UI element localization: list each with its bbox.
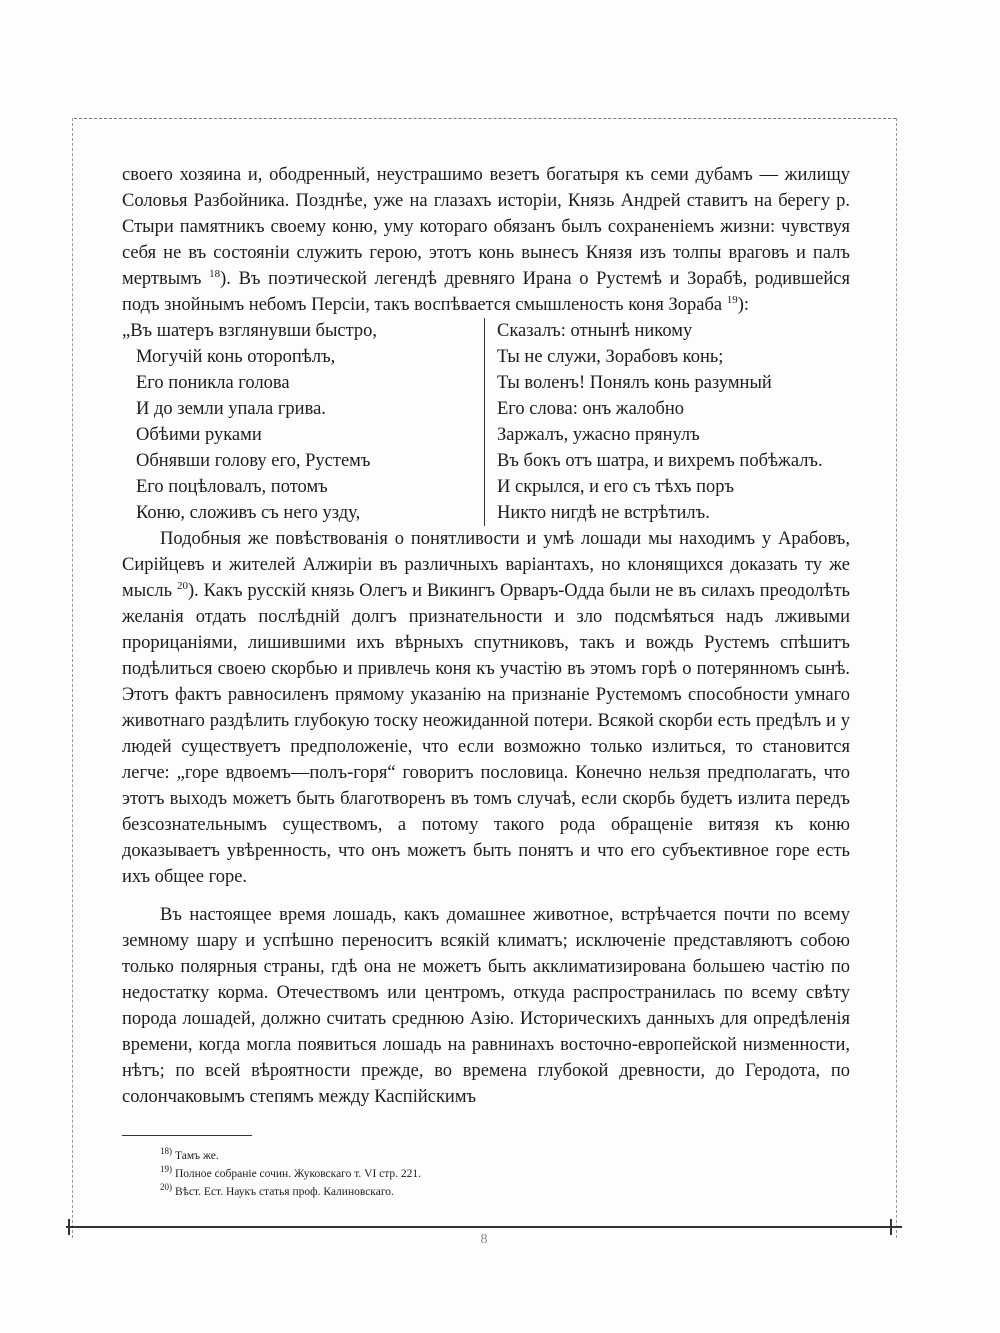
footnote-text: Вѣст. Ест. Наукъ статья проф. Калиновскаго. — [175, 1186, 394, 1198]
footnote-number: 20) — [160, 1182, 172, 1193]
poem-line: И скрылся, и его съ тѣхъ поръ — [497, 477, 735, 497]
footnote-text: Полное собраніе сочин. Жуковскаго т. VI стр. 221. — [175, 1168, 422, 1180]
paragraph-1-text-b: ). Въ поэтической легендѣ древняго Ирана о Рустемѣ и Зорабѣ, родившейся подъ знойнымъ небомъ Персіи, такъ воспѣвается смышленость коня Зораба — [122, 269, 850, 315]
page-frame-bottom — [66, 1226, 902, 1228]
frame-tick-right — [890, 1219, 892, 1235]
poem-right-column — [484, 318, 847, 526]
paragraph-2 — [122, 526, 850, 890]
poem-line: Коню, сложивъ съ него узду, — [136, 503, 361, 523]
poem-line: Ты не служи, Зорабовъ конь; — [497, 347, 724, 367]
footnote-rule — [122, 1135, 252, 1136]
poem-line: Его поцѣловалъ, потомъ — [136, 477, 328, 497]
footnotes — [160, 1147, 760, 1201]
footnote-18 — [160, 1147, 760, 1165]
page-frame-right — [896, 118, 897, 1238]
footnote-number: 18) — [160, 1146, 172, 1157]
poem-line: Ты воленъ! Понялъ конь разумный — [497, 373, 772, 393]
frame-tick-left — [68, 1219, 70, 1235]
poem-line: Обнявши голову его, Рустемъ — [136, 451, 371, 471]
footnote-text: Тамъ же. — [175, 1150, 219, 1162]
poem-line: Обѣими руками — [136, 425, 262, 445]
page-number: 8 — [480, 1232, 488, 1247]
poem-line: Никто нигдѣ не встрѣтилъ. — [497, 503, 710, 523]
paragraph-1 — [122, 162, 850, 318]
poem-line: Сказалъ: отнынѣ никому — [497, 321, 693, 341]
paragraph-2-text-b: ). Какъ русскій князь Олегъ и Викингъ Орваръ-Одда были не въ силахъ преодолѣть желанія отдать послѣдній долгъ признательности и зло подсмѣяться надъ лживыми прорицаніями, лишившими ихъ вѣрныхъ спутниковъ, такъ и вождь Рустемъ спѣшитъ подѣлиться своею скорбью и привлечь коня къ участію въ этомъ горѣ о потерянномъ сынѣ. Этотъ фактъ равносиленъ прямому указанію на признаніе Рустемомъ способности умнаго животнаго раздѣлить глубокую тоску неожиданной потери. Всякой скорби есть предѣлъ и у людей существуетъ предположеніе, что если возможно только излиться, то становится легче: „горе вдвоемъ—полъ-горя“ говоритъ пословица. Конечно нельзя предполагать, что этотъ выходъ можетъ быть благотворенъ въ томъ случаѣ, если скорбь будетъ излита передъ безсознательнымъ существомъ, а потому такого рода обращеніе витязя къ коню доказываетъ увѣренность, что онъ можетъ быть понятъ и что его субъективное горе есть ихъ общее горе. — [122, 581, 850, 887]
page-frame-top — [74, 118, 896, 119]
poem-line: И до земли упала грива. — [136, 399, 326, 419]
paragraph-2-text: Подобныя же повѣствованія о понятливости и умѣ лошади мы находимъ у Арабовъ, Сирійцевъ и жителей Алжиріи въ различныхъ варіантахъ, но клонящихся доказать ту же мысль — [122, 529, 850, 601]
poem-line: Могучій конь оторопѣлъ, — [136, 347, 336, 367]
paragraph-3: Въ настоящее время лошадь, какъ домашнее животное, встрѣчается почти по всему земному шару и успѣшно переноситъ всякій климатъ; исключеніе представляютъ собою только полярныя страны, гдѣ она не можетъ быть акклиматизирована большею частію по недостатку корма. Отечествомъ или центромъ, откуда распространилась по всему свѣту порода лошадей, должно считать среднюю Азію. Историческихъ данныхъ для опредѣленія времени, когда могла появиться лошадь на равнинахъ восточно-европейской низменности, нѣтъ; по всей вѣроятности прежде, во времена глубокой древности, до Геродота, по солончаковымъ степямъ между Каспійскимъ — [122, 905, 850, 1107]
footnote-ref-18: 18 — [209, 267, 221, 280]
poem-line: Заржалъ, ужасно прянулъ — [497, 425, 700, 445]
poem-line: Его поникла голова — [136, 373, 290, 393]
footnote-ref-19: 19 — [726, 293, 738, 306]
poem-line: Его слова: онъ жалобно — [497, 399, 685, 419]
footnote-number: 19) — [160, 1164, 172, 1175]
paragraph-1-text: своего хозяина и, ободренный, неустрашимо везетъ богатыря къ семи дубамъ — жилищу Соловья Разбойника. Позднѣе, уже на глазахъ исторіи, Князь Андрей ставитъ на берегу р. Стыри памятникъ своему коню, уму котораго обязанъ былъ сохраненіемъ жизни: чувствуя себя не въ состояніи служить герою, этотъ конь вынесъ Князя изъ толпы враговъ и палъ мертвымъ — [122, 165, 850, 289]
footnote-20 — [160, 1183, 760, 1201]
poem-line: „Въ шатеръ взглянувши быстро, — [122, 321, 378, 341]
paragraph-gap — [122, 890, 850, 902]
poem-left-column — [122, 318, 484, 526]
poem-line: Въ бокъ отъ шатра, и вихремъ побѣжалъ. — [497, 451, 823, 471]
paragraph-1-text-c: ): — [737, 295, 750, 315]
page-frame-left — [72, 118, 73, 1238]
footnote-19 — [160, 1165, 760, 1183]
poem — [122, 318, 850, 526]
footnote-ref-20: 20 — [176, 579, 188, 592]
body-text — [122, 162, 850, 1110]
